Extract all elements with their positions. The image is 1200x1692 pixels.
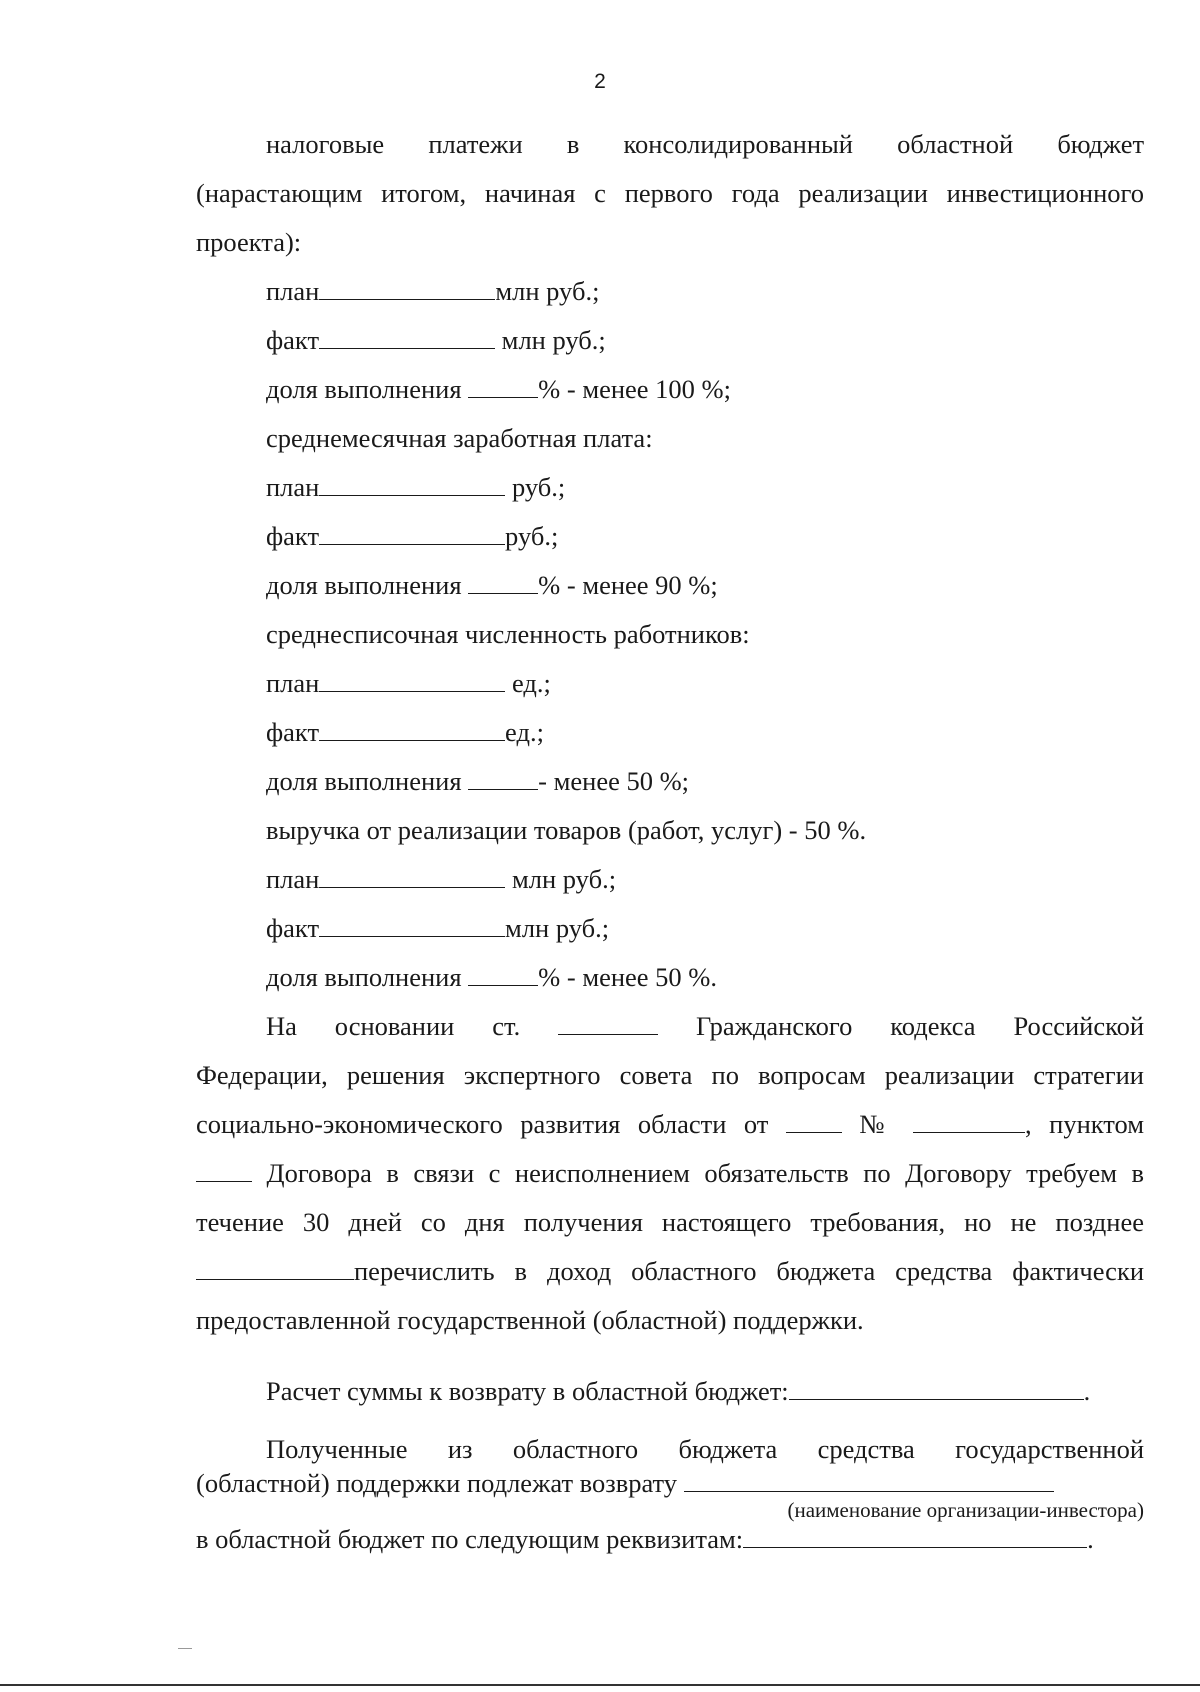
word: областного	[512, 1434, 639, 1464]
document-body	[196, 120, 1144, 1556]
decision-date-blank[interactable]	[786, 1110, 842, 1133]
share-label: доля выполнения	[266, 374, 469, 404]
word: налоговые	[266, 129, 385, 159]
unit-label: руб.;	[505, 472, 566, 502]
period: .	[1083, 1376, 1091, 1406]
basis-line5: течение 30 дней со дня получения настоящего требования, но не позднее	[196, 1207, 1144, 1237]
unit-label: млн руб.;	[505, 864, 617, 894]
article-number-blank[interactable]	[558, 1012, 658, 1035]
tax-paragraph-line2: (нарастающим итогом, начиная с первого года реализации инвестиционного	[196, 178, 1144, 208]
unit-label: руб.;	[505, 521, 559, 551]
basis-line2: Федерации, решения экспертного совета по вопросам реализации стратегии	[196, 1060, 1144, 1090]
word: бюджет	[1057, 129, 1145, 159]
word: Российской	[1013, 1011, 1145, 1041]
tax-fact-blank[interactable]	[319, 326, 495, 349]
share-label: доля выполнения	[266, 962, 469, 992]
share-threshold: - менее 50 %;	[538, 766, 690, 796]
page-number: 2	[594, 70, 606, 93]
revenue-heading: выручка от реализации товаров (работ, услуг) - 50 %.	[266, 815, 867, 845]
basis-line7: предоставленной государственной (областной) поддержки.	[196, 1305, 864, 1335]
revenue-plan-line	[196, 855, 1144, 904]
basis-text: перечислить в доход областного бюджета средства фактически	[354, 1256, 1144, 1286]
word: областной	[897, 129, 1014, 159]
revenue-fact-blank[interactable]	[319, 914, 505, 937]
requisites-blank[interactable]	[743, 1525, 1087, 1548]
contract-clause-blank[interactable]	[196, 1159, 252, 1182]
tax-paragraph-line1	[196, 120, 1144, 169]
number-sign: №	[859, 1109, 896, 1139]
tax-share-blank[interactable]	[468, 375, 538, 398]
staff-fact-line	[196, 708, 1144, 757]
fact-label: факт	[266, 913, 320, 943]
calc-label: Расчет суммы к возврату в областной бюджет:	[266, 1376, 789, 1406]
word: основании	[334, 1011, 455, 1041]
return-line1	[196, 1432, 1144, 1466]
period: .	[1087, 1524, 1094, 1554]
tax-paragraph-line3: проекта):	[196, 227, 302, 257]
word: в	[566, 129, 580, 159]
plan-label: план	[266, 864, 320, 894]
plan-label: план	[266, 276, 320, 306]
word: платежи	[428, 129, 523, 159]
unit-label: млн руб.;	[495, 276, 600, 306]
page-bottom-rule	[0, 1684, 1200, 1686]
word: консолидированный	[623, 129, 853, 159]
share-threshold: % - менее 100 %;	[538, 374, 731, 404]
return-line2	[196, 1466, 1144, 1500]
basis-text: , пунктом	[1025, 1109, 1145, 1139]
tax-share-line	[196, 365, 1144, 414]
word: бюджета	[678, 1434, 778, 1464]
unit-label: млн руб.;	[505, 913, 610, 943]
unit-label: млн руб.;	[495, 325, 606, 355]
fact-label: факт	[266, 521, 320, 551]
share-threshold: % - менее 50 %.	[538, 962, 718, 992]
word: ст.	[492, 1011, 521, 1041]
tax-plan-line	[196, 267, 1144, 316]
return-line3	[196, 1522, 1144, 1556]
revenue-share-line	[196, 953, 1144, 1002]
staff-share-line	[196, 757, 1144, 806]
word: Полученные	[266, 1434, 408, 1464]
salary-fact-line	[196, 512, 1144, 561]
basis-line4	[196, 1149, 1144, 1198]
salary-share-blank[interactable]	[468, 571, 538, 594]
staff-plan-blank[interactable]	[319, 669, 505, 692]
salary-heading: среднемесячная заработная плата:	[266, 423, 653, 453]
calc-line	[196, 1367, 1144, 1416]
revenue-plan-blank[interactable]	[319, 865, 505, 888]
basis-text: Договора в связи с неисполнением обязательств по Договору требуем в	[252, 1158, 1144, 1188]
tax-fact-line	[196, 316, 1144, 365]
word: кодекса	[890, 1011, 976, 1041]
staff-plan-line	[196, 659, 1144, 708]
tax-plan-blank[interactable]	[319, 277, 495, 300]
revenue-fact-line	[196, 904, 1144, 953]
staff-share-blank[interactable]	[468, 767, 538, 790]
salary-share-line	[196, 561, 1144, 610]
return-text: (областной) поддержки подлежат возврату	[196, 1468, 684, 1498]
calc-amount-blank[interactable]	[789, 1377, 1084, 1400]
word: средства	[817, 1434, 915, 1464]
word: государственной	[955, 1434, 1145, 1464]
basis-line3	[196, 1100, 1144, 1149]
share-threshold: % - менее 90 %;	[538, 570, 718, 600]
word: из	[447, 1434, 473, 1464]
staff-heading: среднесписочная численность работников:	[266, 619, 750, 649]
basis-line1	[196, 1002, 1144, 1051]
deadline-date-blank[interactable]	[196, 1257, 354, 1280]
salary-fact-blank[interactable]	[319, 522, 505, 545]
margin-mark	[178, 1648, 192, 1649]
return-text: в областной бюджет по следующим реквизитам:	[196, 1524, 744, 1554]
word: Гражданского	[695, 1011, 853, 1041]
basis-text: социально-экономического развития области от	[196, 1109, 769, 1139]
plan-label: план	[266, 668, 320, 698]
investor-name-caption: (наименование организации-инвестора)	[787, 1498, 1144, 1522]
salary-plan-blank[interactable]	[319, 473, 505, 496]
fact-label: факт	[266, 325, 320, 355]
salary-plan-line	[196, 463, 1144, 512]
plan-label: план	[266, 472, 320, 502]
investor-name-blank[interactable]	[684, 1469, 1054, 1492]
revenue-share-blank[interactable]	[468, 963, 538, 986]
word: На	[266, 1011, 297, 1041]
staff-fact-blank[interactable]	[319, 718, 505, 741]
unit-label: ед.;	[505, 717, 544, 747]
fact-label: факт	[266, 717, 320, 747]
decision-number-blank[interactable]	[913, 1110, 1025, 1133]
share-label: доля выполнения	[266, 766, 469, 796]
unit-label: ед.;	[505, 668, 551, 698]
basis-line6	[196, 1247, 1144, 1296]
share-label: доля выполнения	[266, 570, 469, 600]
